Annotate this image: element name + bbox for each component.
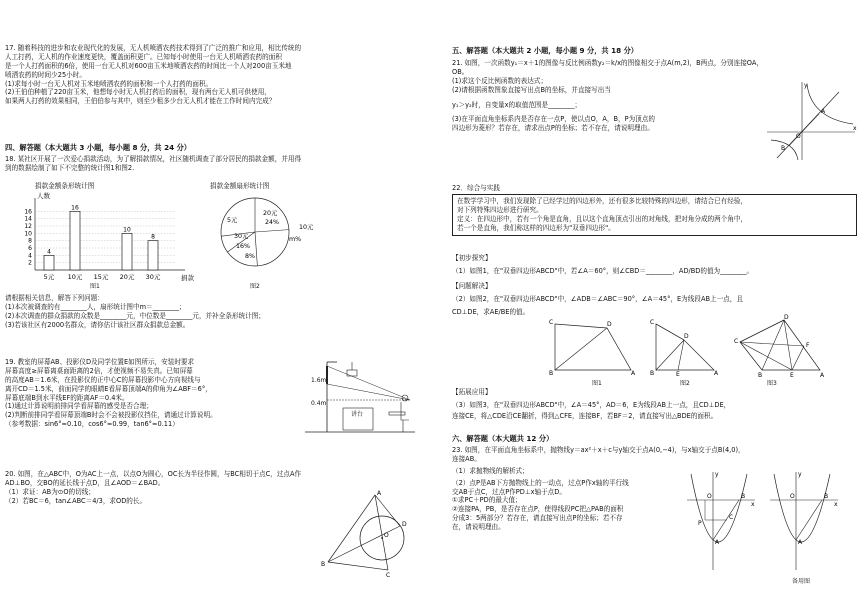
q22-box-line4: 若一个是直角，我们称这样的四边形为"双垂四边形"。 — [457, 223, 615, 232]
svg-text:x: x — [751, 501, 755, 508]
right-column — [452, 0, 862, 611]
q18-line2: 到的数据绘制了如下不完整的统计图1和图2. — [5, 163, 135, 172]
q22-box-line3: 定义：在四边形中，若有一个角是直角，且以这个直角顶点引出的对角线，把对角分成的两个角中， — [457, 214, 748, 223]
figure-2-caption: 图2 — [250, 283, 260, 290]
q19-label-stage: 讲台 — [351, 411, 364, 418]
svg-text:O: O — [796, 133, 801, 140]
question-17 — [5, 44, 445, 106]
q20-sub1: （1）求证：AB为⊙O的切线； — [5, 487, 95, 496]
pie-label: 8% — [245, 253, 255, 260]
q22-extend-1: （3）如图3，在"双垂四边形ABCD"中，∠A＝45°，AD＝6，E为线段AB上一点，且CD⊥DE， — [452, 400, 731, 409]
svg-text:A: A — [715, 539, 720, 546]
q17-line2: 人工打药，无人机的作业速度更快，覆盖面积更广。已知每小时使用一台无人机喷洒农药的面积 — [5, 52, 282, 61]
q23-figure — [687, 470, 757, 570]
question-19 — [5, 358, 300, 429]
q17-line4: 喷洒农药的时间少25小时。 — [5, 70, 86, 79]
svg-text:C: C — [729, 514, 734, 521]
q23-line1: 23. 如图，在平面直角坐标系中，抛物线y＝ax²＋x＋c与y轴交于点A(0,−4)，与x轴交于点B(4,0)， — [452, 446, 745, 454]
q22-figure-3 — [734, 316, 826, 378]
bar-category-label: 15元 — [93, 273, 109, 281]
svg-text:A: A — [631, 370, 636, 377]
q23-sub2e: 分成3：5两部分？若存在，请直接写出点P的坐标；若不存 — [452, 514, 623, 523]
svg-text:B: B — [781, 145, 786, 152]
pie-label: 30元 — [234, 233, 249, 240]
pie-label: 10元 — [299, 224, 314, 231]
question-18 — [5, 155, 445, 173]
bar-value-label: 10 — [123, 226, 131, 234]
bar-chart — [13, 192, 203, 282]
q22-figure-1 — [547, 318, 637, 376]
q19-sub2: (2)判断前排同学看屏幕顶端B时会不会被投影仪挡住，请通过计算说明。 — [5, 411, 217, 420]
svg-text:A: A — [798, 539, 803, 546]
left-column — [5, 0, 445, 611]
svg-text:x: x — [853, 125, 857, 132]
q17-sub2b: 如果两人打药的效果相同，王伯伯参与其中，则至少租多少台无人机才能在工作时间内完成？ — [5, 97, 276, 106]
q22-extend-2: 连接CE，将△CDE沿CE翻折，得到△CFE，连接BF，若BF＝2，请直接写出△BDE的面积。 — [452, 411, 718, 420]
q23-reference-figure — [770, 470, 840, 570]
q19-figure — [305, 360, 415, 435]
q18-sub2: (2)本次调查的群众捐款的众数是________元，中位数是________元，并补全条形统计图； — [5, 311, 265, 320]
svg-text:A: A — [377, 490, 382, 497]
q22-title: 22．综合与实践 — [452, 184, 500, 192]
bar-category-label: 30元 — [145, 273, 161, 281]
bar-5元 — [44, 255, 54, 270]
q23-sub2f: 在，请说明理由。 — [452, 523, 505, 532]
q19-ref: （参考数据：sin6°≈0.10，cos6°≈0.99，tan6°≈0.11） — [5, 420, 179, 429]
bar-category-label: 10元 — [67, 273, 83, 281]
svg-text:B: B — [321, 561, 326, 568]
svg-text:C: C — [549, 319, 554, 326]
pie-chart — [215, 192, 314, 272]
svg-text:A: A — [820, 372, 825, 379]
bar-y-tick: 6 — [28, 245, 32, 252]
svg-text:P: P — [698, 520, 702, 527]
bar-y-tick: 12 — [24, 223, 32, 230]
q19-sub1: (1)通过计算说明前排同学看屏幕的感受是否合理； — [5, 402, 153, 411]
bar-category-label: 20元 — [119, 273, 135, 281]
q23-line2: 连接AB。 — [452, 454, 481, 463]
pie-label: 5元 — [227, 217, 238, 224]
q23-sub2c: ①求PC＋PD的最大值； — [452, 496, 522, 505]
q23-reference-caption: 备用图 — [792, 578, 811, 585]
q22-figure-2 — [650, 318, 720, 376]
q20-line2: AD⊥BO，交BO的延长线于点D，且∠AOD＝∠BAD。 — [5, 478, 165, 487]
svg-text:y: y — [804, 82, 808, 89]
section-4-heading: 四、解答题（本大题共 3 小题，每小题 8 分，共 24 分） — [5, 143, 191, 152]
q22-explore-1: （1）如图1，在"双垂四边形ABCD"中，若∠A＝60°，则∠CBD＝________，AD/BD的值为________。 — [452, 266, 754, 275]
svg-text:F: F — [806, 342, 810, 349]
svg-text:x: x — [834, 501, 838, 508]
q19-line3: 的高度AB＝1.6米，在投影仪的正中心C的屏幕投影中心方向视线与 — [5, 375, 201, 384]
q20-figure — [320, 490, 420, 579]
q21-figure — [767, 80, 857, 160]
pie-label: 24% — [265, 219, 279, 226]
q17-sub2a: (2)王伯伯种植了220亩玉米，他想每小时无人机打药后的面积，现有两台无人机可供使用， — [5, 88, 271, 97]
section-6-heading: 六、解答题（本大题共 12 分） — [452, 434, 554, 443]
q22-fig2-caption: 图2 — [680, 380, 690, 387]
q21-line1: 21. 如图，一次函数y₁＝x＋1的图像与反比例函数y₂＝k/x的图像相交于点A(m,2)，B两点，分别连接OA， — [452, 59, 763, 67]
q22-problem-2: CD⊥DE，求AE/BE的值。 — [452, 307, 530, 316]
bar-value-label: 16 — [71, 204, 79, 212]
svg-text:B: B — [650, 370, 655, 377]
q19-label-1-6m: 1.6m — [311, 377, 327, 384]
q18-ask: 请根据相关信息，解答下列问题： — [5, 294, 104, 302]
pie-chart-title: 捐款金额扇形统计图 — [210, 182, 270, 190]
q19-line4: 离开CD＝1.5米，前面同学的眼睛E看屏幕顶端A的仰角为∠ABF＝6°， — [5, 384, 212, 393]
svg-text:E: E — [790, 372, 794, 379]
svg-text:D: D — [607, 321, 612, 328]
q19-line1: 19. 教室的屏幕AB、投影仪D及同学位置E如图所示，安装时要求 — [5, 358, 195, 366]
q19-line2: 屏幕高度≥屏幕离桌面距离的2倍，才使视频不易失真。已知屏幕 — [5, 366, 193, 375]
q20-line1: 20. 如图，在△ABC中，O为AC上一点，以点O为圆心，OC长为半径作圆，与BC相切于点C，过点A作 — [5, 470, 302, 478]
bar-x-label: 捐款 — [181, 274, 194, 282]
q22-fig3-caption: 图3 — [767, 380, 777, 387]
pie-label: m% — [289, 236, 302, 243]
svg-text:O: O — [384, 532, 389, 539]
pie-label: 20元 — [263, 210, 278, 217]
svg-text:B: B — [758, 372, 763, 379]
q22-explore-title: 【初步探究】 — [452, 254, 492, 262]
q21-sub2: (2)请根据函数图象直接写出点B的坐标，并直接写出当 — [452, 85, 611, 94]
svg-text:D: D — [684, 333, 689, 340]
svg-text:C: C — [734, 338, 739, 345]
q22-box-line2: 对下列特殊四边形进行研究。 — [457, 205, 543, 214]
q17-sub1: (1)求每小时一台无人机对玉米地喷洒农药的面积和一个人打药的面积。 — [5, 79, 213, 88]
svg-text:D: D — [784, 314, 789, 321]
pie-label: 16% — [236, 243, 250, 250]
svg-text:y: y — [715, 471, 719, 478]
svg-text:y: y — [798, 471, 802, 478]
svg-text:O: O — [790, 493, 795, 500]
bar-30元 — [148, 241, 158, 270]
q18-sub1: (1)本次被调查的有________人，扇形统计图中m＝________； — [5, 302, 186, 311]
bar-value-label: 8 — [151, 233, 155, 241]
q17-line3: 是一个人打药面积的6倍，使用一台无人机对600亩玉米地喷洒农药的时间比一个人对200亩玉米地 — [5, 61, 292, 70]
bar-chart-title: 捐款金额条形统计图 — [35, 182, 95, 190]
svg-text:A: A — [714, 370, 719, 377]
q19-line5: 屏幕底端B到水平线EF的距离AF＝0.4米。 — [5, 393, 129, 402]
q21-sub3b: 四边形为菱形？若存在，请求出点P的坐标；若不存在，请说明理由。 — [452, 124, 654, 133]
q20-sub2: （2）若BC＝6，tan∠ABC＝4/3，求OD的长。 — [5, 496, 147, 505]
bar-value-label: 4 — [47, 248, 51, 256]
q23-sub2b: 交AB于点C，过点P作PD⊥x轴于点D。 — [452, 487, 566, 496]
bar-y-tick: 14 — [24, 215, 32, 223]
svg-text:C: C — [650, 319, 655, 326]
q18-sub3: (3)若该社区有2000名群众，请你估计该社区群众捐款总金额。 — [5, 320, 190, 329]
svg-text:B: B — [741, 493, 746, 500]
svg-text:A: A — [821, 108, 826, 115]
bar-y-tick: 4 — [28, 252, 32, 260]
section-5-heading: 五、解答题（本大题共 2 小题，每小题 9 分，共 18 分） — [452, 46, 638, 55]
q22-box-line1: 在数学学习中，我们发现除了已经学过的四边形外，还有很多比较特殊的四边形，请结合已有经验， — [457, 197, 748, 205]
svg-text:E: E — [676, 371, 680, 378]
q22-extend — [452, 388, 852, 421]
q21-sub3a: (3)在平面直角坐标系内是否存在一点P，使以点O，A，B，P为顶点的 — [452, 115, 655, 124]
svg-text:B: B — [824, 493, 829, 500]
q23-sub2d: ②连接PA，PB，是否存在点P，使得线段PC把△PAB的面积 — [452, 505, 624, 514]
bar-category-label: 5元 — [43, 273, 55, 281]
bar-y-tick: 8 — [28, 237, 32, 245]
bar-y-tick: 10 — [24, 230, 32, 238]
q19-label-0-4m: 0.4m — [311, 400, 327, 407]
bar-y-label: 人数 — [37, 192, 50, 200]
bar-10元 — [70, 211, 80, 270]
bar-y-tick: 2 — [28, 259, 32, 267]
q21-sub2b: y₁＞y₂时，自变量x的取值范围是________； — [452, 100, 582, 109]
q22-explore — [452, 254, 852, 316]
bar-y-tick: 16 — [24, 208, 32, 216]
q18-questions — [5, 294, 445, 330]
bar-20元 — [122, 233, 132, 270]
figure-1-caption: 图1 — [90, 283, 100, 290]
q22-fig1-caption: 图1 — [592, 380, 602, 387]
q22-extend-title: 【拓展应用】 — [452, 388, 492, 396]
svg-text:B: B — [549, 370, 554, 377]
q22-problem-1: （2）如图2，在"双垂四边形ABCD"中，∠ADB＝∠ABC＝90°，∠A＝45°，E为线段AB上一点，且 — [452, 294, 743, 303]
q23-sub2a: （2）点P是AB下方抛物线上的一动点，过点P作x轴的平行线 — [452, 478, 629, 487]
svg-text:D: D — [402, 521, 407, 528]
svg-text:O: O — [707, 493, 712, 500]
svg-text:C: C — [386, 572, 391, 579]
q18-line1: 18. 某社区开展了一次爱心捐款活动，为了解捐款情况，社区随机调查了部分居民的捐款金额，并用得 — [5, 155, 302, 163]
q23-sub1: （1）求抛物线的解析式； — [452, 466, 529, 475]
q17-line1: 17. 随着科技的进步和农业现代化的发展，无人机喷洒农药技术得到了广泛的推广和应用，相比传统的 — [5, 44, 302, 52]
q22-problem-title: 【问题解决】 — [452, 281, 492, 290]
question-20 — [5, 470, 335, 506]
q21-sub1: (1)求这个反比例函数的表达式； — [452, 76, 548, 85]
q22-definition-box — [452, 194, 857, 236]
q21-line2: OB。 — [452, 67, 469, 76]
